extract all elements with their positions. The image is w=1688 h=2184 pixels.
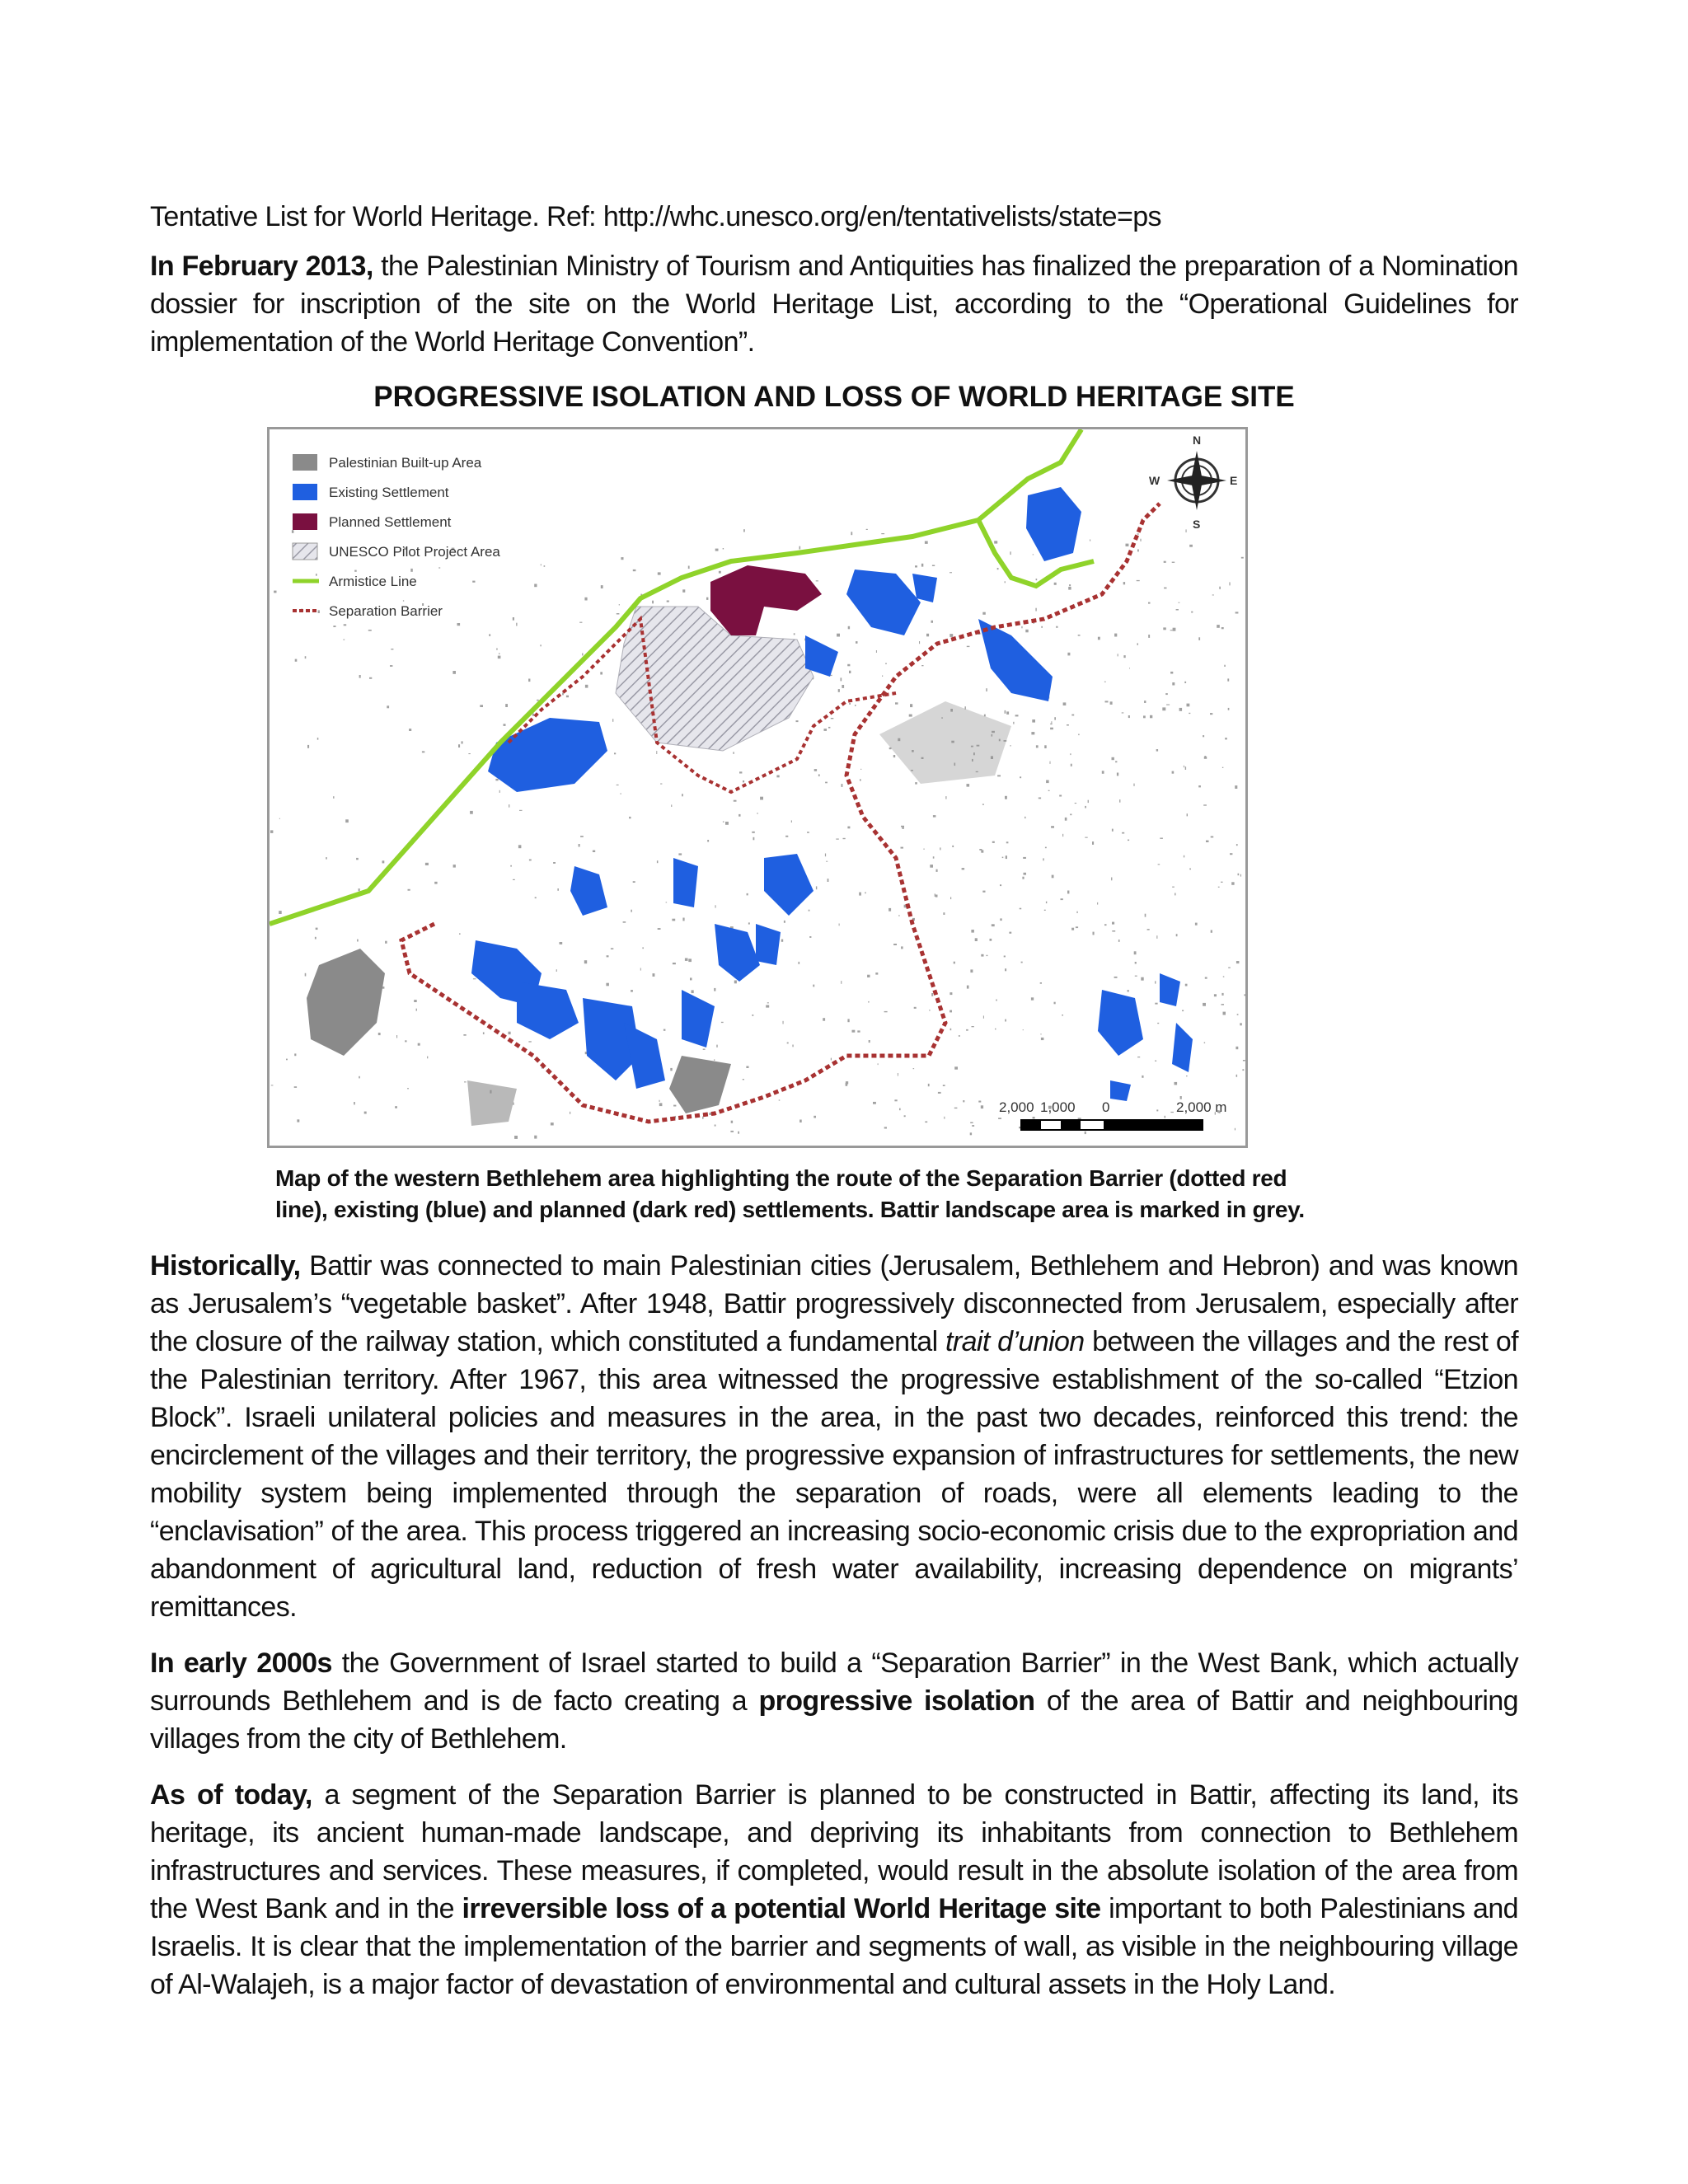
map-legend (293, 454, 500, 619)
planned-settlement (710, 565, 822, 635)
lead-early-2000s: In early 2000s (150, 1647, 332, 1679)
paragraph-february-2013 (150, 247, 1518, 361)
caption-line-2: line), existing (blue) and planned (dark red) settlements. Battir landscape area is marked in grey. (275, 1197, 1305, 1222)
map-figure (267, 427, 1248, 1148)
figure-title: PROGRESSIVE ISOLATION AND LOSS OF WORLD HERITAGE SITE (373, 381, 1295, 413)
text-february-2013: the Palestinian Ministry of Tourism and Antiquities has finalized the preparation of a Nomination dossier for inscription of the site on the World Heritage List, according to the “Operational Guidelines for implementation of the World Heritage Convention”. (150, 251, 1518, 358)
document-page (150, 198, 1518, 2022)
legend-separation-barrier: Separation Barrier (329, 603, 443, 619)
lead-as-of-today: As of today, (150, 1779, 312, 1811)
scale-bar (999, 1099, 1226, 1130)
compass-rose-icon (1149, 434, 1237, 531)
compass-n: N (1193, 434, 1202, 447)
reference-line: Tentative List for World Heritage. Ref: http://whc.unesco.org/en/tentativelists/state=ps (150, 201, 1161, 232)
paragraph-historically (150, 1247, 1518, 1626)
text-historically-2: between the villages and the rest of the Palestinian territory. After 1967, this area witnessed the progressive establishment of the so-called “Etzion Block”. Israeli unilateral policies and measures in the area, in the past two decades, reinforced this trend: the encirclement of the villages and their territory, the progressive expansion of infrastructures for settlements, the new mobility system being implemented through the separation of roads, were all elements leading to the “enclavisation” of the area. This process triggered an increasing socio-economic crisis due to the expropriation and abandonment of agricultural land, reduction of fresh water availability, increasing dependence on migrants’ remittances. (150, 1326, 1519, 1623)
legend-built-up: Palestinian Built-up Area (329, 455, 482, 471)
text-historically-1: Battir was connected to main Palestinian cities (Jerusalem, Bethlehem and Hebron) and was known as Jerusalem’s “vegetable basket”. After 1948, Battir progressively disconnected from Jerusalem, especially after the closure of the railway station, which constituted a fundamental (150, 1250, 1518, 1357)
legend-existing-settlement: Existing Settlement (329, 485, 449, 500)
lead-historically: Historically, (150, 1250, 301, 1282)
caption-line-1: Map of the western Bethlehem area highlighting the route of the Separation Barrier (dotted red (275, 1165, 1287, 1191)
paragraph-as-of-today (150, 1776, 1518, 2004)
paragraph-early-2000s (150, 1644, 1518, 1758)
bold-progressive-isolation: progressive isolation (758, 1685, 1035, 1717)
lead-february-2013: In February 2013, (150, 251, 373, 282)
text-early-2000s-2: of the area of Battir and neighbouring villages from the city of Bethlehem. (150, 1685, 1518, 1755)
compass-s: S (1193, 518, 1201, 531)
existing-settlements (471, 487, 1193, 1101)
scale-label-0: 0 (1102, 1099, 1110, 1115)
scale-label-2000-right: 2,000 m (1176, 1099, 1227, 1115)
text-as-of-today-1: a segment of the Separation Barrier is planned to be constructed in Battir, affecting its land, its heritage, its ancient human-made landscape, and depriving its inhabitants from connection to Bethlehem infrastructures and services. These measures, if completed, would result in the absolute isolation of the area from the West Bank and in the (150, 1779, 1518, 1924)
text-early-2000s-1: the Government of Israel started to build a “Separation Barrier” in the West Bank, which actually surrounds Bethlehem and is de facto creating a (150, 1647, 1518, 1717)
legend-unesco-area: UNESCO Pilot Project Area (329, 544, 500, 560)
figure-caption (275, 1163, 1330, 1226)
map-svg (270, 429, 1245, 1146)
scale-label-1000: 1,000 (1040, 1099, 1076, 1115)
italic-trait-dunion: trait d’union (945, 1326, 1085, 1357)
legend-armistice-line: Armistice Line (329, 574, 417, 589)
scale-label-2000-left: 2,000 (999, 1099, 1034, 1115)
legend-planned-settlement: Planned Settlement (329, 514, 452, 530)
compass-e: E (1230, 474, 1238, 487)
bold-irreversible-loss: irreversible loss of a potential World Heritage site (462, 1893, 1101, 1924)
text-as-of-today-2: important to both Palestinians and Israelis. It is clear that the implementation of the barrier and segments of wall, as visible in the neighbouring village of Al-Walajeh, is a major factor of devastation of environmental and cultural assets in the Holy Land. (150, 1893, 1518, 2000)
compass-w: W (1149, 474, 1160, 487)
unesco-pilot-project-area (616, 607, 814, 751)
